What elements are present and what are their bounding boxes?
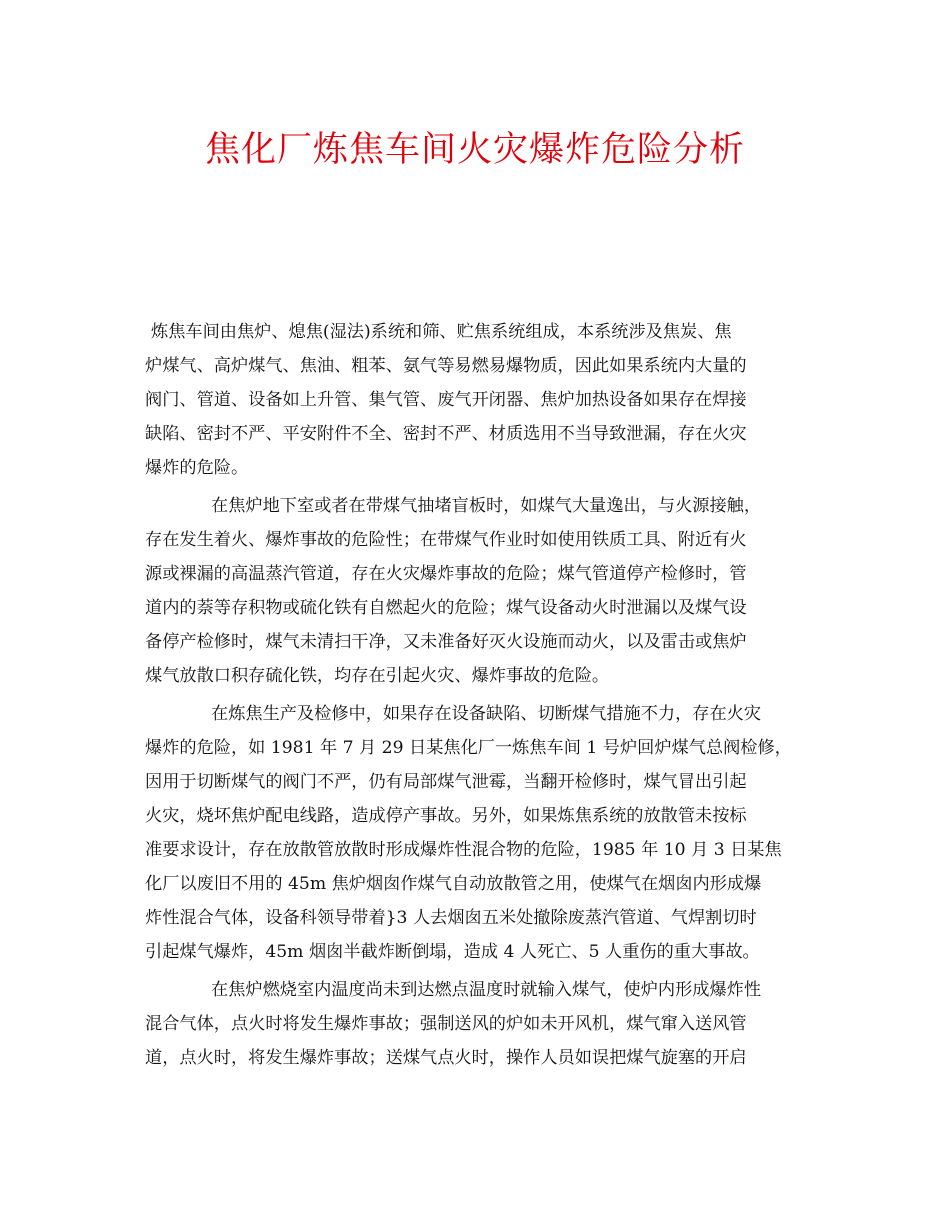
paragraph-line: 火灾，烧坏焦炉配电线路，造成停产事故。另外，如果炼焦系统的放散管未按标 <box>145 806 747 826</box>
paragraph-line: 在焦炉地下室或者在带煤气抽堵盲板时，如煤气大量逸出，与火源接触， <box>211 496 762 516</box>
paragraph-line: 爆炸的危险，如 1981 年 7 月 29 日某焦化厂一炼焦车间 1 号炉回炉煤气总阀检修， <box>145 738 792 758</box>
paragraph <box>145 315 810 485</box>
paragraph-line: 化厂以废旧不用的 45m 焦炉烟囱作煤气自动放散管之用，使煤气在烟囱内形成爆 <box>145 874 762 894</box>
paragraph-line: 阀门、管道、设备如上升管、集气管、废气开闭器、焦炉加热设备如果存在焊接 <box>145 390 747 410</box>
paragraph-line: 存在发生着火、爆炸事故的危险性；在带煤气作业时如使用铁质工具、附近有火 <box>145 530 747 550</box>
paragraph-line: 混合气体，点火时将发生爆炸事故；强制送风的炉如未开风机，煤气窜入送风管 <box>145 1014 747 1034</box>
paragraph-line: 源或裸漏的高温蒸汽管道，存在火灾爆炸事故的危险；煤气管道停产检修时，管 <box>145 564 747 584</box>
paragraph-line: 在焦炉燃烧室内温度尚未到达燃点温度时就输入煤气，使炉内形成爆炸性 <box>211 980 762 1000</box>
paragraph-line: 爆炸的危险。 <box>145 458 249 478</box>
paragraph-line: 炼焦车间由焦炉、熄焦(湿法)系统和筛、贮焦系统组成，本系统涉及焦炭、焦 <box>151 322 732 342</box>
paragraph-line: 道内的萘等存积物或硫化铁有自燃起火的危险；煤气设备动火时泄漏以及煤气设 <box>145 598 747 618</box>
paragraph-line: 引起煤气爆炸，45m 烟囱半截炸断倒塌，造成 4 人死亡、5 人重伤的重大事故。 <box>145 942 760 962</box>
paragraph-line: 备停产检修时，煤气未清扫干净，又未准备好灭火设施而动火，以及雷击或焦炉 <box>145 632 747 652</box>
paragraph-line: 炉煤气、高炉煤气、焦油、粗苯、氨气等易燃易爆物质，因此如果系统内大量的 <box>145 356 747 376</box>
paragraph <box>145 697 810 969</box>
document-body <box>145 315 810 1079</box>
document-title: 焦化厂炼焦车间火灾爆炸危险分析 <box>204 130 745 170</box>
paragraph <box>145 973 810 1075</box>
paragraph-line: 因用于切断煤气的阀门不严，仍有局部煤气泄霉，当翻开检修时，煤气冒出引起 <box>145 772 747 792</box>
paragraph-line: 准要求设计，存在放散管放散时形成爆炸性混合物的危险，1985 年 10 月 3 日某焦 <box>145 840 782 860</box>
paragraph-line: 缺陷、密封不严、平安附件不全、密封不严、材质选用不当导致泄漏，存在火灾 <box>145 424 747 444</box>
paragraph-line: 在炼焦生产及检修中，如果存在设备缺陷、切断煤气措施不力，存在火灾 <box>211 704 762 724</box>
paragraph-line: 炸性混合气体，设备科领导带着}3 人去烟囱五米处撤除废蒸汽管道、气焊割切时 <box>145 908 757 928</box>
paragraph <box>145 489 810 693</box>
paragraph-line: 道，点火时，将发生爆炸事故；送煤气点火时，操作人员如误把煤气旋塞的开启 <box>145 1048 747 1068</box>
paragraph-line: 煤气放散口积存硫化铁，均存在引起火灾、爆炸事故的危险。 <box>145 666 610 686</box>
